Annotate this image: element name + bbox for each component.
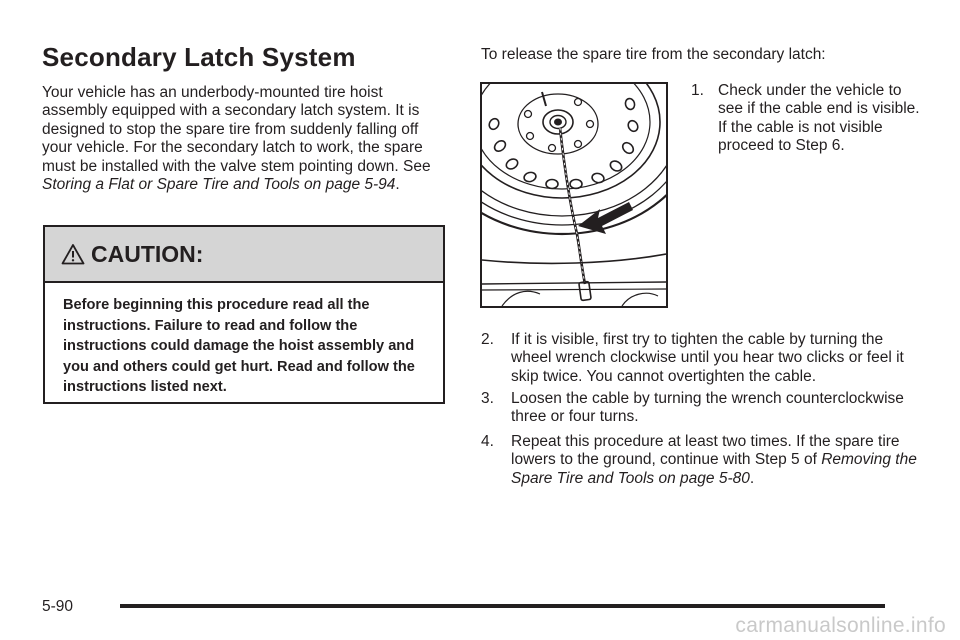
step-4 bbox=[481, 433, 921, 488]
step-end: . bbox=[749, 469, 755, 487]
intro-reference: Storing a Flat or Spare Tire and Tools on page 5-94 bbox=[42, 176, 396, 194]
intro-paragraph bbox=[42, 84, 452, 194]
step-2 bbox=[481, 331, 921, 386]
step-reference: Removing the Spare Tire and Tools on page 5-80 bbox=[511, 451, 917, 487]
step-text: Loosen the cable by turning the wrench counterclockwise three or four turns. bbox=[511, 390, 904, 426]
caution-box bbox=[43, 225, 445, 404]
step-text: Check under the vehicle to see if the cable end is visible. If the cable is not visible proceed to Step 6. bbox=[718, 82, 920, 155]
spare-tire-drawing bbox=[482, 84, 666, 306]
page-number: 5-90 bbox=[42, 598, 74, 615]
spare-tire-illustration bbox=[480, 82, 668, 308]
intro-end: . bbox=[395, 176, 400, 194]
step-number: 2. bbox=[481, 331, 494, 348]
footer-rule bbox=[120, 604, 885, 608]
warning-triangle-icon bbox=[61, 243, 85, 265]
step-number: 4. bbox=[481, 433, 494, 450]
step-text: Repeat this procedure at least two times. If the spare tire lowers to the ground, continue with Step 5 of bbox=[511, 433, 900, 469]
step-number: 1. bbox=[691, 82, 704, 99]
release-intro: To release the spare tire from the secondary latch: bbox=[481, 46, 826, 63]
caution-header bbox=[45, 227, 443, 283]
intro-text: Your vehicle has an underbody-mounted tire hoist assembly equipped with a secondary latch system. It is designed to stop the spare tire from suddenly falling off your vehicle. For the secondary latch to work, the spare must be installed with the valve stem pointing down. See bbox=[42, 84, 431, 175]
step-number: 3. bbox=[481, 390, 494, 407]
step-3 bbox=[481, 390, 921, 427]
step-1 bbox=[691, 82, 921, 156]
section-title: Secondary Latch System bbox=[42, 42, 356, 72]
watermark: carmanualsonline.info bbox=[735, 614, 946, 637]
caution-text: Before beginning this procedure read all the instructions. Failure to read and follow the instructions could damage the hoist assembly and you and others could get hurt. Read and follow the instructions listed next. bbox=[63, 297, 415, 395]
step-text: If it is visible, first try to tighten the cable by turning the wheel wrench clockwise until you hear two clicks or feel it skip twice. You cannot overtighten the cable. bbox=[511, 331, 904, 385]
step-text-wrap bbox=[481, 433, 921, 488]
caution-label: CAUTION: bbox=[91, 240, 204, 267]
